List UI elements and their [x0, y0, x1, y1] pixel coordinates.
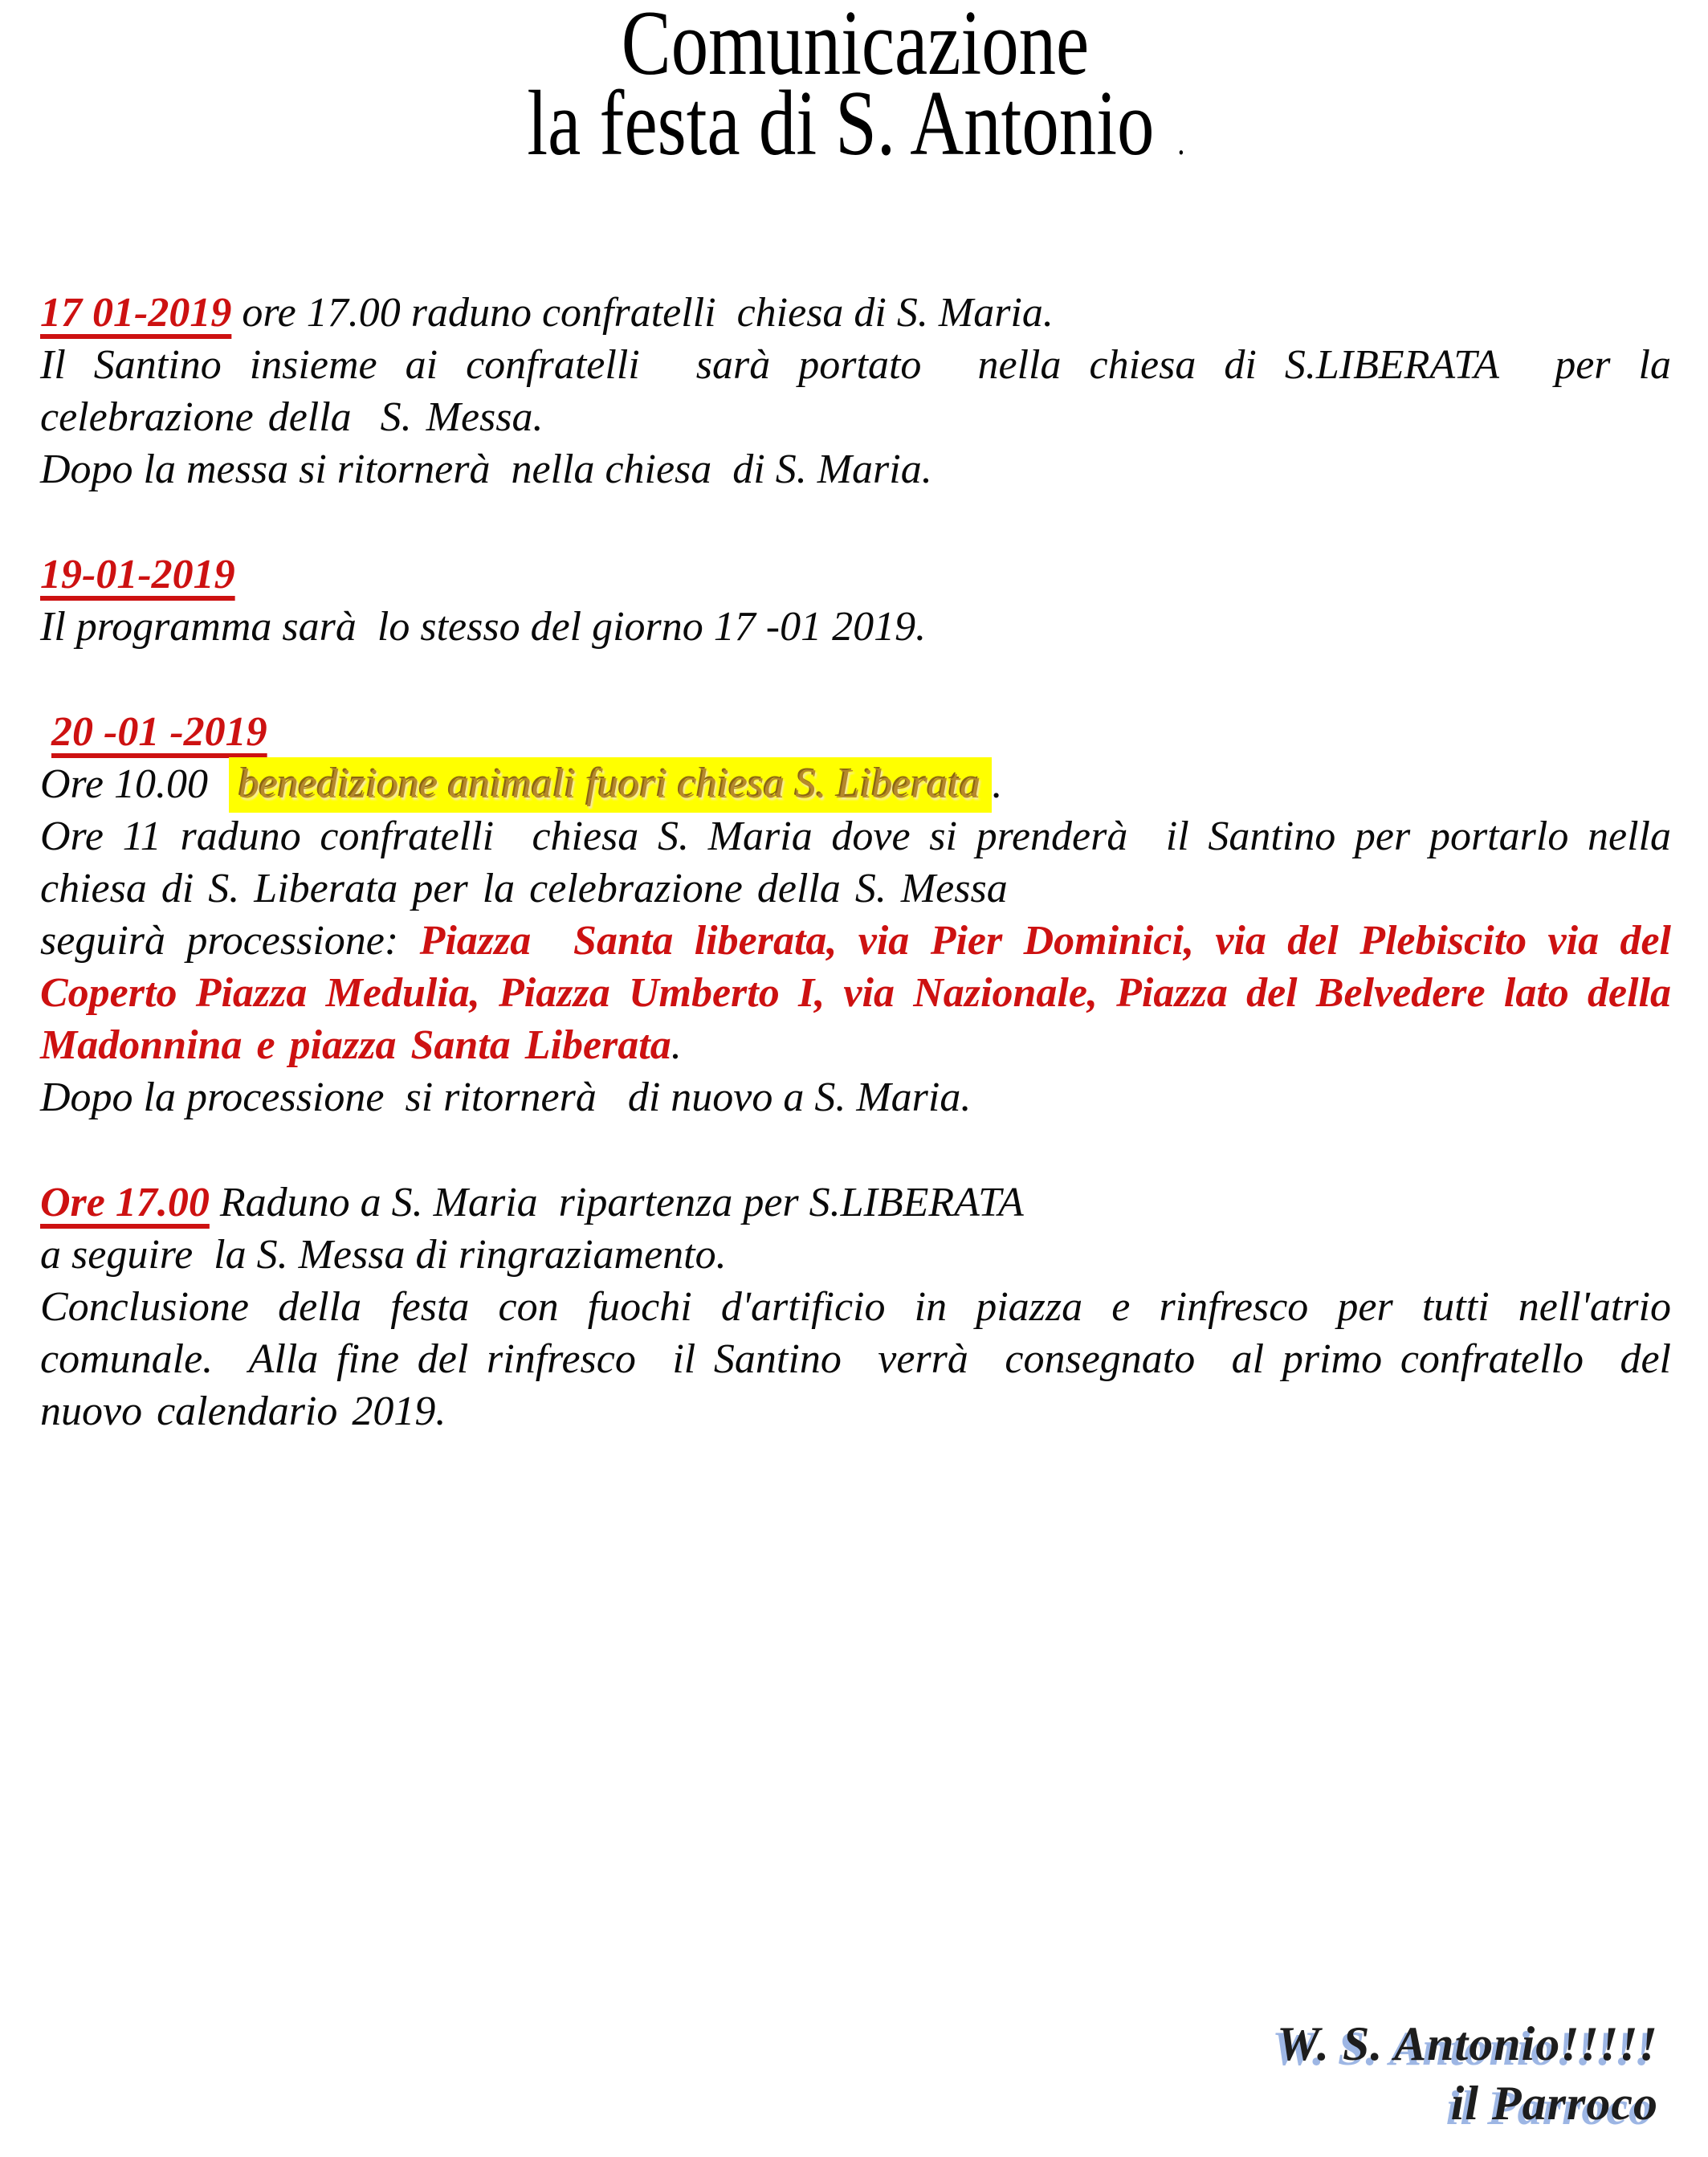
para-santino: Il Santino insieme ai confratelli sarà portato nella chiesa di S.LIBERATA per la celebrazione della S. Messa. — [40, 342, 1686, 440]
date-20-01-2019: 20 -01 -2019 — [51, 709, 267, 755]
line-dopo-processione: Dopo la processione si ritornerà di nuovo a S. Maria. — [40, 1074, 972, 1120]
title-line-2-text: la festa di S. Antonio — [526, 72, 1154, 175]
document-title — [40, 0, 1671, 182]
date-ore-17-00: Ore 17.00 — [40, 1180, 210, 1225]
signature-line-2: il Parroco — [1450, 2077, 1658, 2130]
ore10-period: . — [992, 761, 1003, 807]
line-raduno-1701-text: ore 17.00 raduno confratelli chiesa di S. Maria. — [231, 290, 1054, 336]
signature — [1277, 2014, 1658, 2133]
line-date-20 — [40, 706, 1671, 758]
line-ore-10 — [40, 758, 1671, 810]
section-20-01-2019 — [40, 706, 1686, 1123]
signature-line-1: W. S. Antonio!!!!! — [1277, 2017, 1658, 2070]
line-raduno-ore17-text: Raduno a S. Maria ripartenza per S.LIBERATA — [209, 1180, 1024, 1225]
title-line-1-text: Comunicazione — [622, 0, 1090, 95]
benedizione-highlight: benedizione animali fuori chiesa S. Liberata — [229, 757, 992, 813]
title-period: . — [1176, 121, 1184, 162]
line-programma: Il programma sarà lo stesso del giorno 17 -01 2019. — [40, 604, 927, 650]
title-line-1 — [40, 0, 1671, 95]
line-date-19 — [40, 548, 1671, 601]
para-conclusione: Conclusione della festa con fuochi d'artificio in piazza e rinfresco per tutti nell'atrio comunale. Alla fine del rinfresco il Santino verrà consegnato al primo confratello del nuovo calendario 2019. — [40, 1284, 1686, 1434]
date-19-01-2019: 19-01-2019 — [40, 552, 235, 597]
line-raduno-ore17 — [40, 1176, 1671, 1229]
section-ore-17 — [40, 1176, 1686, 1437]
section-17-01-2019 — [40, 287, 1686, 495]
processione-route: Piazza Santa liberata, via Pier Dominici, via del Plebiscito via del Coperto Piazza Medulia, Piazza Umberto I, via Nazionale, Piazza del Belvedere lato della Madonnina e piazza Santa Liberata — [40, 918, 1686, 1068]
date-17-01-2019: 17 01-2019 — [40, 290, 232, 336]
title-line-2-wrap — [526, 72, 1184, 182]
processione-intro: seguirà processione: — [40, 918, 420, 964]
title-line-2 — [40, 72, 1671, 182]
para-ore-11: Ore 11 raduno confratelli chiesa S. Maria dove si prenderà il Santino per portarlo nella chiesa di S. Liberata per la celebrazione della S. Messa — [40, 813, 1686, 911]
line-dopo-messa: Dopo la messa si ritornerà nella chiesa di S. Maria. — [40, 446, 932, 492]
para-processione — [40, 915, 1686, 1071]
section-19-01-2019 — [40, 548, 1671, 653]
ore10-time: Ore 10.00 — [40, 761, 229, 807]
line-a-seguire: a seguire la S. Messa di ringraziamento. — [40, 1232, 727, 1278]
processione-period: . — [671, 1022, 682, 1068]
line-raduno-1701 — [40, 287, 1671, 339]
